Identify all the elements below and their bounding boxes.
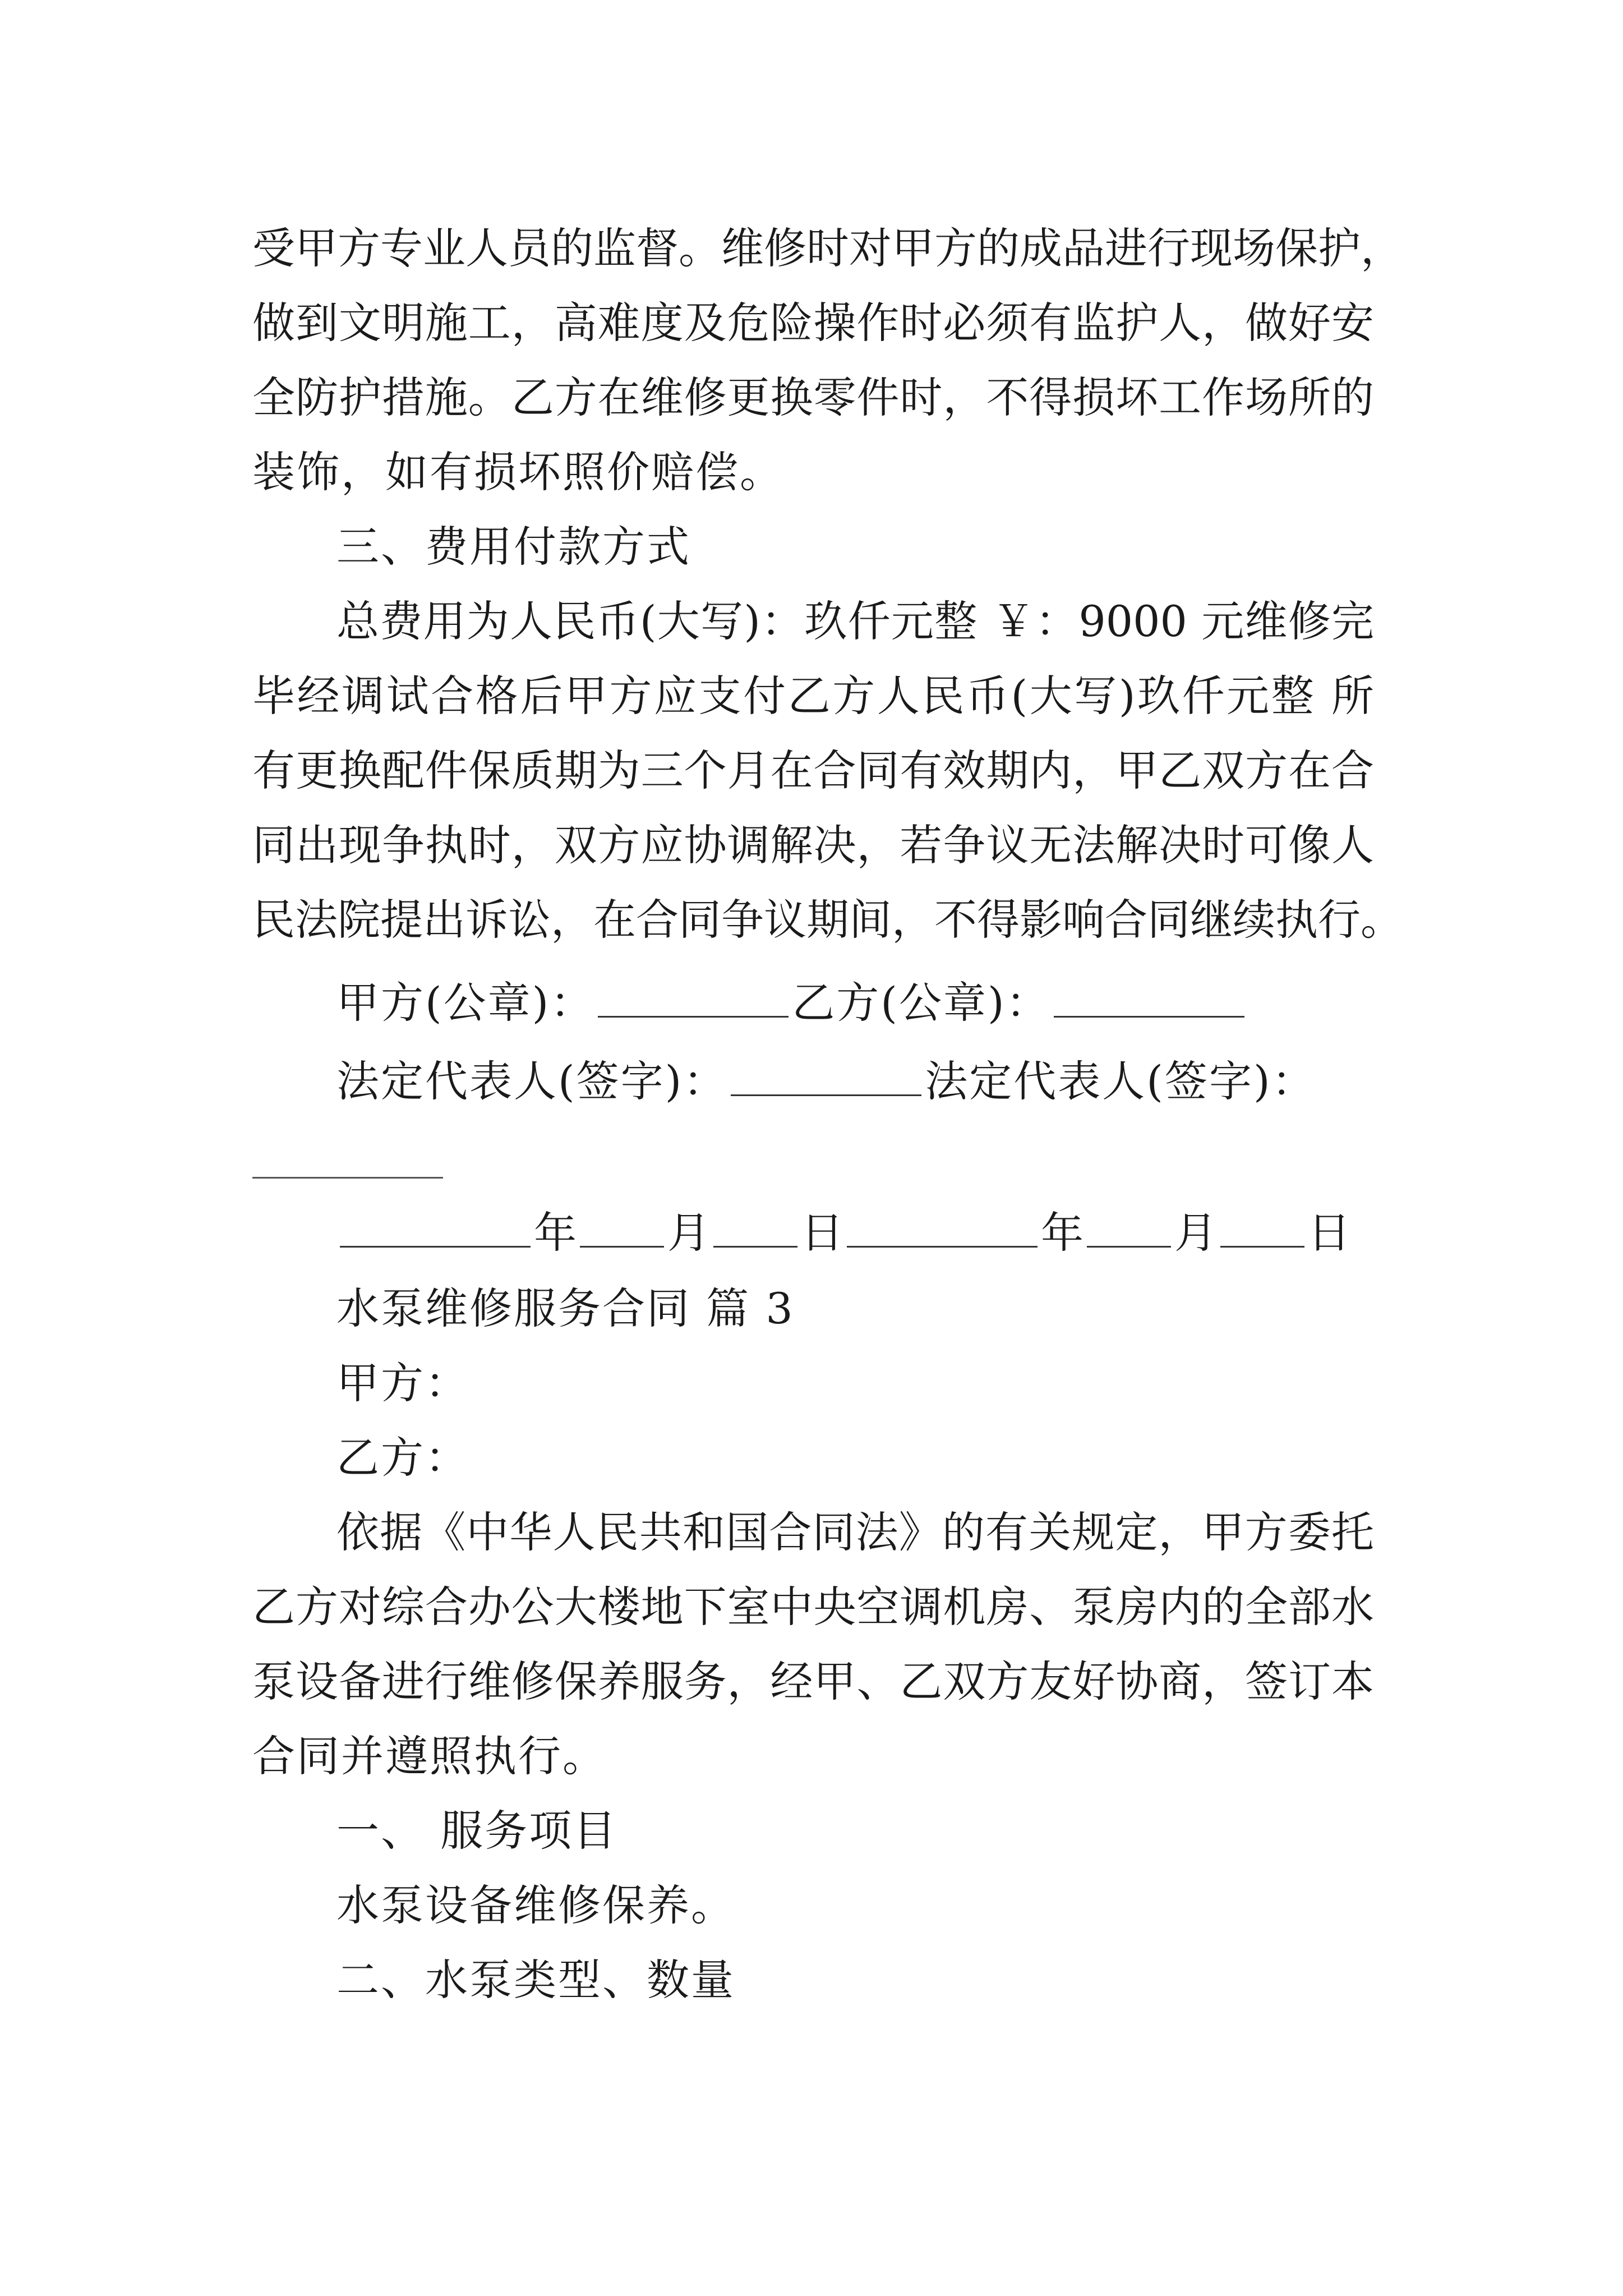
day-b-label: 日	[1308, 1208, 1350, 1258]
rep-b-label: 法定代表人(签字)：	[925, 1056, 1316, 1106]
paragraph-line: 水泵设备维修保养。	[336, 1880, 735, 1930]
month-a-blank[interactable]	[580, 1207, 664, 1248]
day-a-label: 日	[801, 1208, 843, 1258]
seal-line	[336, 976, 1248, 1030]
contract-title: 水泵维修服务合同 篇 3	[336, 1283, 795, 1333]
representative-line	[336, 1055, 1316, 1108]
rep-b-blank[interactable]	[252, 1177, 443, 1179]
party-a-seal-blank[interactable]	[598, 977, 789, 1018]
paragraph-line: 毕经调试合格后甲方应支付乙方人民币(大写)玖仟元整 所	[252, 671, 1374, 721]
paragraph-line: 民法院提出诉讼，在合同争议期间，不得影响合同继续执行。	[252, 895, 1403, 945]
year-a-blank[interactable]	[340, 1207, 531, 1248]
rep-a-blank[interactable]	[731, 1055, 921, 1096]
year-a-label: 年	[534, 1208, 577, 1258]
paragraph-line: 总费用为人民币(大写)：玖仟元整 ￥：9000 元维修完	[336, 596, 1374, 646]
party-a-label: 甲方：	[336, 1358, 469, 1408]
day-b-blank[interactable]	[1220, 1207, 1304, 1248]
month-b-blank[interactable]	[1087, 1207, 1171, 1248]
party-b-label: 乙方：	[336, 1433, 469, 1483]
day-a-blank[interactable]	[713, 1207, 797, 1248]
month-a-label: 月	[667, 1208, 710, 1258]
paragraph-line: 同出现争执时，双方应协调解决，若争议无法解决时可像人	[252, 820, 1374, 870]
party-b-seal-label: 乙方(公章)：	[792, 978, 1050, 1028]
paragraph-line: 泵设备进行维修保养服务，经甲、乙双方友好协商，签订本	[252, 1657, 1374, 1706]
paragraph-line: 合同并遵照执行。	[252, 1731, 607, 1781]
year-b-blank[interactable]	[847, 1207, 1038, 1248]
section-heading: 三、费用付款方式	[336, 522, 691, 572]
paragraph-line: 乙方对综合办公大楼地下室中央空调机房、泵房内的全部水	[252, 1582, 1374, 1632]
paragraph-line: 依据《中华人民共和国合同法》的有关规定，甲方委托	[336, 1507, 1374, 1557]
paragraph-line: 做到文明施工，高难度及危险操作时必须有监护人，做好安	[252, 298, 1374, 348]
paragraph-line: 有更换配件保质期为三个月在合同有效期内，甲乙双方在合	[252, 746, 1374, 795]
rep-a-label: 法定代表人(签字)：	[336, 1056, 728, 1106]
paragraph-line: 全防护措施。乙方在维修更换零件时，不得损坏工作场所的	[252, 372, 1374, 422]
year-b-label: 年	[1041, 1208, 1083, 1258]
party-a-seal-label: 甲方(公章)：	[336, 978, 595, 1028]
section-heading: 二、水泵类型、数量	[336, 1955, 735, 2005]
paragraph-line: 装饰，如有损坏照价赔偿。	[252, 447, 784, 497]
section-heading: 一、 服务项目	[336, 1806, 618, 1856]
date-line	[336, 1206, 1350, 1260]
month-b-label: 月	[1174, 1208, 1217, 1258]
paragraph-line: 受甲方专业人员的监督。维修时对甲方的成品进行现场保护，	[252, 223, 1403, 273]
party-b-seal-blank[interactable]	[1054, 977, 1244, 1018]
